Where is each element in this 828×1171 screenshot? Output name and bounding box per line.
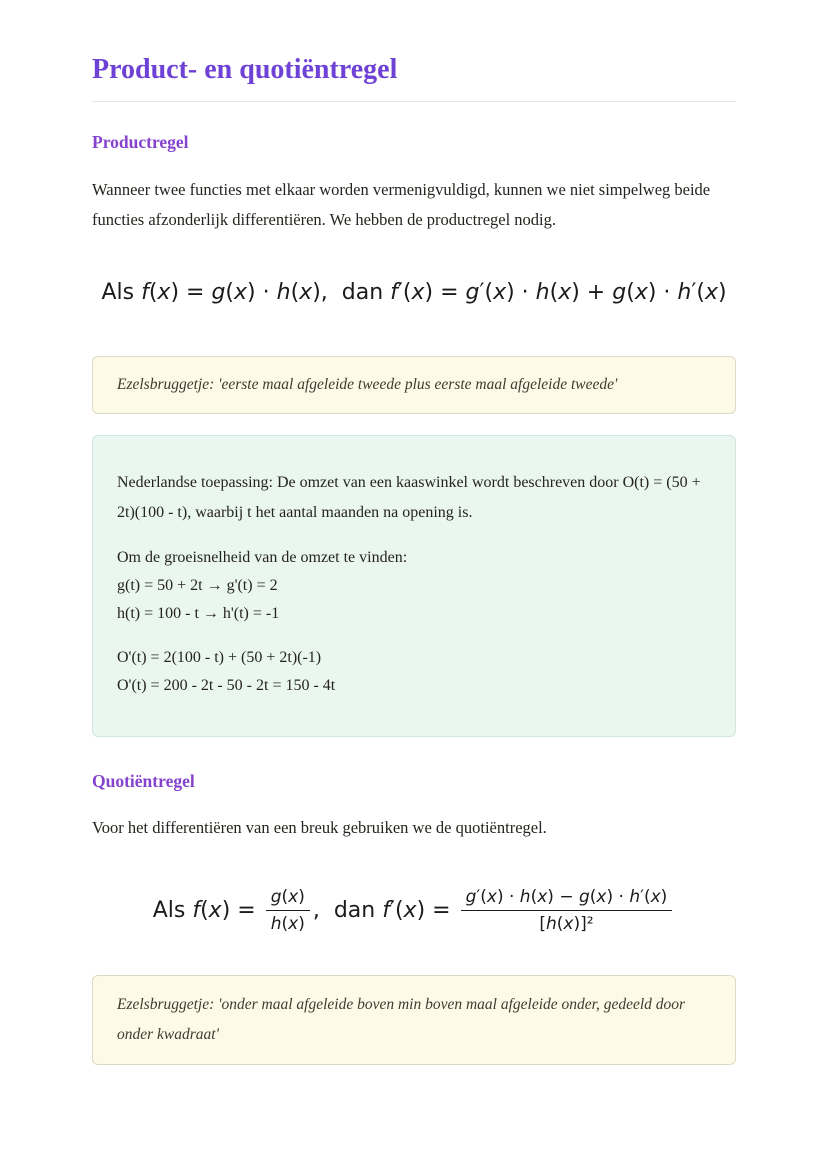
math-variable: h	[545, 913, 557, 934]
example-result	[117, 644, 711, 700]
math-text: ′(	[479, 279, 494, 305]
math-text: , dan	[312, 897, 383, 923]
example-steps-title: Om de groeisnelheid van de omzet te vinden:	[117, 549, 408, 566]
fraction-numerator	[266, 887, 310, 911]
math-text: ) ·	[506, 279, 536, 305]
math-text: ), dan	[312, 279, 391, 305]
math-text: (	[549, 279, 559, 305]
math-text: ) −	[547, 886, 579, 907]
math-text: ) =	[424, 279, 466, 305]
math-text: ) ·	[606, 886, 630, 907]
math-variable: x	[157, 279, 171, 305]
title-divider	[92, 101, 736, 102]
example-result-line2: O'(t) = 200 - 2t - 50 - 2t = 150 - 4t	[117, 677, 336, 694]
fraction-denominator	[461, 911, 673, 934]
math-variable: h	[270, 913, 282, 934]
math-variable: h	[677, 279, 692, 305]
math-text: (	[556, 913, 564, 934]
math-variable: h	[535, 279, 550, 305]
math-variable: g	[211, 279, 226, 305]
math-variable: x	[288, 886, 299, 907]
math-variable: x	[650, 886, 661, 907]
math-variable: x	[537, 886, 548, 907]
math-variable: x	[234, 279, 248, 305]
math-variable: h	[519, 886, 531, 907]
math-variable: x	[403, 897, 417, 923]
math-text: ) ·	[647, 279, 678, 305]
math-variable: f	[390, 279, 398, 305]
math-variable: x	[208, 897, 222, 923]
math-variable: g	[612, 279, 627, 305]
math-text: (	[281, 913, 289, 934]
math-run	[101, 280, 726, 305]
math-variable: g	[465, 886, 477, 907]
math-text: (	[290, 279, 300, 305]
example-step-h: h(t) = 100 - t → h'(t) = -1	[117, 605, 280, 622]
math-text: (	[530, 886, 538, 907]
math-text: [	[539, 913, 546, 934]
math-text: ′(	[389, 897, 404, 923]
math-text: ) =	[170, 279, 212, 305]
math-text: ) ·	[496, 886, 520, 907]
math-variable: x	[634, 279, 648, 305]
example-intro: Nederlandse toepassing: De omzet van een kaaswinkel wordt beschreven door O(t) = (50 + 2t)(100 - t), waarbij t het aantal maanden na opening is.	[117, 474, 701, 521]
example-steps	[117, 544, 711, 628]
math-variable: h	[276, 279, 291, 305]
math-text: ) =	[221, 897, 263, 923]
math-variable: g	[578, 886, 590, 907]
math-text: (	[281, 886, 289, 907]
fraction-denominator	[266, 911, 310, 934]
math-run	[313, 898, 458, 923]
math-variable: x	[411, 279, 425, 305]
section-heading-productregel: Productregel	[92, 132, 189, 152]
math-variable: f	[192, 897, 201, 923]
quotient-rule-formula	[92, 875, 736, 945]
section-heading-quotientregel: Quotiëntregel	[92, 771, 195, 791]
math-variable: x	[563, 913, 574, 934]
mnemonic-box-quotient	[92, 975, 736, 1065]
math-variable: g	[270, 886, 282, 907]
math-text: ′(	[476, 886, 487, 907]
math-text: )	[717, 279, 727, 305]
math-text: ′(	[691, 279, 705, 305]
math-text: )	[298, 913, 305, 934]
product-rule-formula	[92, 277, 736, 307]
math-text: ′(	[640, 886, 651, 907]
math-variable: x	[596, 886, 607, 907]
math-variable: g	[465, 279, 480, 305]
math-variable: x	[486, 886, 497, 907]
math-text: )	[298, 886, 305, 907]
page-title: Product- en quotiëntregel	[92, 54, 398, 85]
math-variable: x	[288, 913, 299, 934]
math-text: (	[626, 279, 635, 305]
example-result-line1: O'(t) = 2(100 - t) + (50 + 2t)(-1)	[117, 649, 322, 666]
math-text: ) +	[571, 279, 613, 305]
fraction-numerator	[461, 887, 673, 911]
math-text: Als	[101, 279, 142, 305]
example-step-g: g(t) = 50 + 2t → g'(t) = 2	[117, 577, 278, 594]
quotient-intro-paragraph: Voor het differentiëren van een breuk gebruiken we de quotiëntregel.	[92, 818, 547, 837]
math-text: ) =	[416, 897, 458, 923]
math-fraction	[461, 887, 673, 934]
math-text: )]²	[573, 913, 594, 934]
math-variable: x	[493, 279, 507, 305]
math-text: (	[148, 279, 158, 305]
math-variable: f	[141, 279, 149, 305]
math-text: (	[225, 279, 235, 305]
math-variable: x	[558, 279, 572, 305]
math-variable: h	[629, 886, 641, 907]
math-text: Als	[152, 897, 193, 923]
math-variable: x	[704, 279, 718, 305]
math-fraction	[266, 887, 310, 934]
mnemonic-text-product: Ezelsbruggetje: 'eerste maal afgeleide tweede plus eerste maal afgeleide tweede'	[117, 376, 618, 393]
math-variable: f	[382, 897, 390, 923]
mnemonic-box-product	[92, 356, 736, 414]
math-text: (	[589, 886, 597, 907]
math-variable: x	[299, 279, 313, 305]
math-text: (	[200, 897, 209, 923]
product-intro-paragraph: Wanneer twee functies met elkaar worden vermenigvuldigd, kunnen we niet simpelweg beide functies afzonderlijk differentiëren. We hebben de productregel nodig.	[92, 180, 711, 229]
math-run	[153, 898, 263, 923]
math-text: ′(	[397, 279, 412, 305]
math-text: ) ·	[247, 279, 277, 305]
example-box	[92, 435, 736, 737]
mnemonic-text-quotient: Ezelsbruggetje: 'onder maal afgeleide boven min boven maal afgeleide onder, gedeeld door onder kwadraat'	[117, 996, 686, 1043]
math-text: )	[660, 886, 668, 907]
